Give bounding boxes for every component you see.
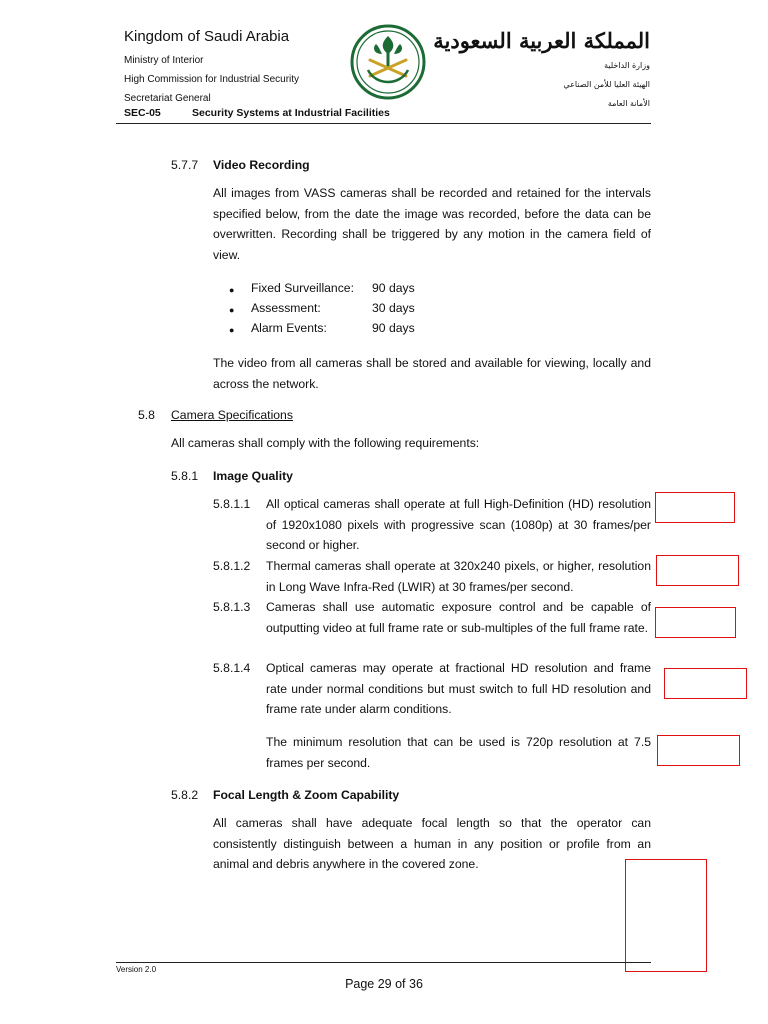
clause-text: Cameras shall use automatic exposure control and be capable of outputting video at full frame rate or sub-multiples of the full frame rate. (266, 600, 651, 635)
section-number: 5.8.1 (171, 469, 199, 483)
annotation-box (657, 735, 740, 766)
bullet-icon: ● (229, 325, 235, 335)
retention-value: 30 days (372, 301, 415, 315)
header-arabic-block (433, 28, 650, 113)
retention-value: 90 days (372, 281, 415, 295)
clause-note: The minimum resolution that can be used is 720p resolution at 7.5 frames per second. (266, 735, 651, 770)
page-number: Page 29 of 36 (345, 977, 423, 991)
clause-number: 5.8.1.1 (213, 497, 251, 511)
country-name: Kingdom of Saudi Arabia (124, 28, 290, 45)
section-heading: Focal Length & Zoom Capability (213, 788, 400, 802)
section-number: 5.7.7 (171, 158, 199, 172)
clause-number: 5.8.1.2 (213, 559, 251, 573)
arabic-secretariat-name: الأمانة العامة (607, 99, 650, 108)
section-number: 5.8.2 (171, 788, 199, 802)
document-code: SEC-05 (124, 107, 161, 119)
annotation-box (664, 668, 747, 699)
version-label: Version 2.0 (116, 965, 157, 974)
paragraph: All cameras shall have adequate focal length so that the operator can consistently distinguish between a human in any position or profile from an animal and debris anywhere in the covered zone. (213, 816, 651, 871)
arabic-ministry-name: وزارة الداخلية (604, 61, 650, 70)
saudi-emblem-icon (350, 24, 426, 100)
bullet-icon: ● (229, 285, 235, 295)
arabic-country-name: المملكة العربية السعودية (433, 28, 650, 53)
section-heading: Camera Specifications (171, 408, 293, 422)
annotation-box (655, 607, 736, 638)
section-number: 5.8 (138, 408, 155, 422)
footer-divider (116, 962, 651, 963)
clause-number: 5.8.1.3 (213, 600, 251, 614)
clause-text: Thermal cameras shall operate at 320x240 pixels, or higher, resolution in Long Wave Infra-Red (LWIR) at 30 frames/per second. (266, 559, 651, 594)
annotation-box (656, 555, 739, 586)
document-title-line (124, 107, 651, 119)
retention-label: Fixed Surveillance: (251, 281, 354, 295)
arabic-commission-name: الهيئة العليا للأمن الصناعي (563, 80, 650, 89)
paragraph: The video from all cameras shall be stored and available for viewing, locally and across the network. (213, 356, 651, 391)
bullet-icon: ● (229, 305, 235, 315)
paragraph: All cameras shall comply with the following requirements: (171, 436, 480, 450)
clause-text: All optical cameras shall operate at full High-Definition (HD) resolution of 1920x1080 pixels with progressive scan (1080p) at 30 frames/per second or higher. (266, 497, 651, 552)
retention-label: Assessment: (251, 301, 321, 315)
clause-text: Optical cameras may operate at fractional HD resolution and frame rate under normal conditions but must switch to full HD resolution and frame rate under alarm conditions. (266, 661, 651, 716)
section-heading: Video Recording (213, 158, 310, 172)
annotation-box (655, 492, 735, 523)
section-heading: Image Quality (213, 469, 293, 483)
header-english-block (124, 28, 299, 108)
header-divider (116, 123, 651, 124)
annotation-box (625, 859, 707, 972)
ministry-name: Ministry of Interior (124, 55, 204, 66)
paragraph: All images from VASS cameras shall be recorded and retained for the intervals specified below, from the date the image was recorded, before the data can be overwritten. Recording shall be triggered by any motion in the camera field of view. (213, 186, 651, 262)
secretariat-name: Secretariat General (124, 93, 211, 104)
clause-number: 5.8.1.4 (213, 661, 251, 675)
retention-value: 90 days (372, 321, 415, 335)
commission-name: High Commission for Industrial Security (124, 74, 300, 85)
retention-label: Alarm Events: (251, 321, 327, 335)
document-title: Security Systems at Industrial Facilities (192, 107, 390, 119)
